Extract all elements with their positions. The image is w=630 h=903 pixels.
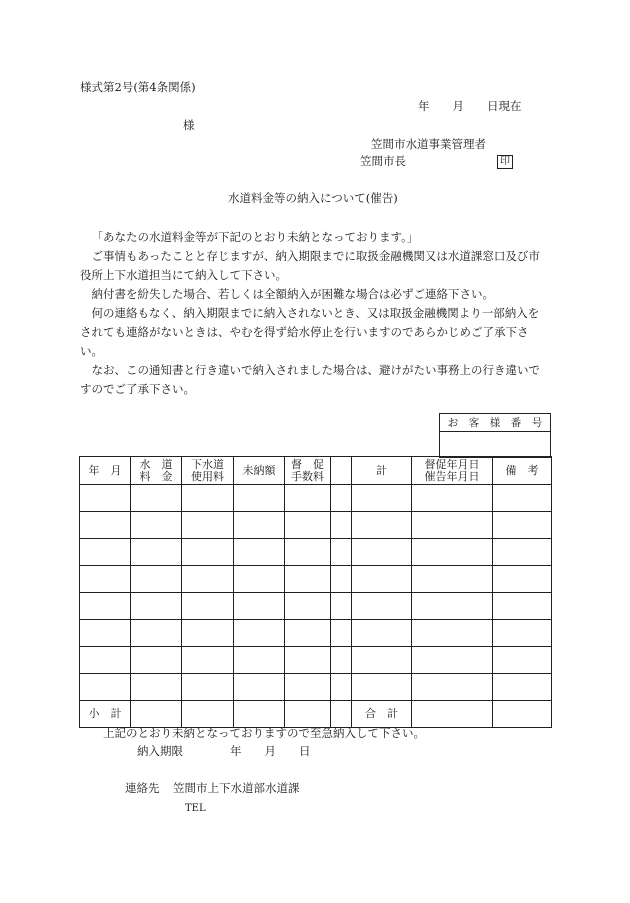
form-number: 様式第2号(第4条関係) bbox=[80, 80, 196, 94]
table-cell[interactable] bbox=[352, 539, 412, 566]
table-cell[interactable] bbox=[331, 566, 352, 593]
table-cell[interactable] bbox=[234, 485, 285, 512]
table-cell[interactable] bbox=[80, 620, 131, 647]
table-cell[interactable] bbox=[80, 593, 131, 620]
table-cell[interactable] bbox=[131, 539, 182, 566]
table-cell[interactable] bbox=[412, 620, 493, 647]
table-cell[interactable] bbox=[80, 485, 131, 512]
table-row bbox=[80, 674, 552, 701]
table-cell[interactable] bbox=[131, 647, 182, 674]
table-row bbox=[80, 620, 552, 647]
table-cell[interactable] bbox=[493, 485, 552, 512]
table-row bbox=[80, 647, 552, 674]
grand-total-label: 合 計 bbox=[352, 701, 412, 728]
header-year-month: 年 月 bbox=[80, 457, 131, 485]
table-cell[interactable] bbox=[493, 593, 552, 620]
table-cell[interactable] bbox=[182, 620, 234, 647]
table-cell[interactable] bbox=[182, 485, 234, 512]
table-cell[interactable] bbox=[331, 512, 352, 539]
addressee-suffix: 様 bbox=[183, 118, 195, 132]
table-row bbox=[80, 539, 552, 566]
table-cell[interactable] bbox=[331, 485, 352, 512]
table-cell[interactable] bbox=[285, 674, 331, 701]
table-cell[interactable] bbox=[285, 512, 331, 539]
table-cell[interactable] bbox=[493, 620, 552, 647]
table-cell[interactable] bbox=[234, 674, 285, 701]
table-cell[interactable] bbox=[80, 566, 131, 593]
table-cell[interactable] bbox=[234, 647, 285, 674]
table-cell[interactable] bbox=[285, 620, 331, 647]
table-cell[interactable] bbox=[493, 701, 552, 728]
table-cell[interactable] bbox=[331, 674, 352, 701]
tel-label: TEL bbox=[185, 803, 206, 814]
table-cell[interactable] bbox=[80, 674, 131, 701]
table-cell[interactable] bbox=[182, 512, 234, 539]
header-remarks: 備 考 bbox=[493, 457, 552, 485]
table-cell[interactable] bbox=[80, 539, 131, 566]
table-footer-row bbox=[80, 701, 552, 728]
table-cell[interactable] bbox=[412, 485, 493, 512]
table-cell[interactable] bbox=[412, 539, 493, 566]
footer-notice: 上記のとおり未納となっておりますので至急納入して下さい。 bbox=[103, 726, 425, 740]
customer-number-box bbox=[439, 413, 551, 458]
table-cell[interactable] bbox=[182, 593, 234, 620]
table-cell[interactable] bbox=[412, 674, 493, 701]
header-reminder-fee: 督 促 手数料 bbox=[285, 457, 331, 485]
table-cell[interactable] bbox=[331, 701, 352, 728]
table-cell[interactable] bbox=[182, 674, 234, 701]
table-cell[interactable] bbox=[80, 512, 131, 539]
customer-number-field[interactable] bbox=[440, 432, 551, 458]
table-cell[interactable] bbox=[285, 701, 331, 728]
table-cell[interactable] bbox=[285, 647, 331, 674]
header-total: 計 bbox=[352, 457, 412, 485]
table-cell[interactable] bbox=[331, 647, 352, 674]
body-paragraph: ご事情もあったことと存じますが、納入期限までに取扱金融機関又は水道課窓口及び市役所上下水道担当にて納入して下さい。 bbox=[80, 249, 540, 282]
table-cell[interactable] bbox=[352, 485, 412, 512]
table-cell[interactable] bbox=[285, 566, 331, 593]
table-cell[interactable] bbox=[331, 593, 352, 620]
table-row bbox=[80, 566, 552, 593]
header-water-fee: 水 道 料 金 bbox=[131, 457, 182, 485]
table-cell[interactable] bbox=[352, 620, 412, 647]
table-cell[interactable] bbox=[352, 566, 412, 593]
table-row bbox=[80, 512, 552, 539]
seal-stamp bbox=[497, 155, 513, 169]
table-cell[interactable] bbox=[493, 539, 552, 566]
table-cell[interactable] bbox=[182, 539, 234, 566]
table-cell[interactable] bbox=[285, 539, 331, 566]
table-cell[interactable] bbox=[352, 512, 412, 539]
customer-number-label: お 客 様 番 号 bbox=[440, 414, 551, 432]
table-cell[interactable] bbox=[131, 485, 182, 512]
table-cell[interactable] bbox=[412, 647, 493, 674]
table-cell[interactable] bbox=[131, 701, 182, 728]
body-paragraph: 納付書を紛失した場合、若しくは全額納入が困難な場合は必ずご連絡下さい。 bbox=[91, 287, 494, 301]
table-cell[interactable] bbox=[182, 647, 234, 674]
header-sewer-fee: 下水道 使用料 bbox=[182, 457, 234, 485]
table-cell[interactable] bbox=[412, 701, 493, 728]
date-line: 年 月 日現在 bbox=[418, 99, 522, 113]
table-cell[interactable] bbox=[131, 620, 182, 647]
table-cell[interactable] bbox=[131, 674, 182, 701]
table-cell[interactable] bbox=[331, 620, 352, 647]
table-cell[interactable] bbox=[493, 647, 552, 674]
table-cell[interactable] bbox=[182, 566, 234, 593]
arrears-table bbox=[79, 456, 552, 728]
sender-title: 笠間市水道事業管理者 bbox=[371, 137, 486, 151]
table-cell[interactable] bbox=[131, 512, 182, 539]
table-cell[interactable] bbox=[352, 647, 412, 674]
table-cell[interactable] bbox=[412, 593, 493, 620]
table-cell[interactable] bbox=[493, 566, 552, 593]
table-cell[interactable] bbox=[352, 674, 412, 701]
contact-label: 連絡先 bbox=[125, 781, 160, 795]
document-title: 水道料金等の納入について(催告) bbox=[228, 191, 398, 205]
table-header-row bbox=[80, 457, 552, 485]
sender-name: 笠間市長 bbox=[360, 154, 406, 168]
table-cell[interactable] bbox=[234, 539, 285, 566]
table-cell[interactable] bbox=[493, 674, 552, 701]
table-cell[interactable] bbox=[234, 620, 285, 647]
header-blank bbox=[331, 457, 352, 485]
table-cell[interactable] bbox=[131, 566, 182, 593]
table-cell[interactable] bbox=[285, 485, 331, 512]
table-cell[interactable] bbox=[493, 512, 552, 539]
table-cell[interactable] bbox=[234, 566, 285, 593]
body-paragraph: 「あなたの水道料金等が下記のとおり未納となっております。」 bbox=[91, 230, 419, 244]
table-cell[interactable] bbox=[131, 593, 182, 620]
deadline-value: 年 月 日 bbox=[230, 744, 311, 758]
table-cell[interactable] bbox=[234, 593, 285, 620]
table-row bbox=[80, 593, 552, 620]
body-paragraph: 何の連絡もなく、納入期限までに納入されないとき、又は取扱金融機関より一部納入をされても連絡がないときは、やむを得ず給水停止を行いますのであらかじめご了承下さい。 bbox=[80, 306, 540, 358]
deadline-label: 納入期限 bbox=[137, 744, 183, 758]
contact-value: 笠間市上下水道部水道課 bbox=[173, 781, 300, 795]
seal-icon: 印 bbox=[497, 155, 513, 169]
subtotal-label: 小 計 bbox=[80, 701, 131, 728]
table-cell[interactable] bbox=[182, 701, 234, 728]
table-cell[interactable] bbox=[412, 512, 493, 539]
header-dates: 督促年月日 催告年月日 bbox=[412, 457, 493, 485]
table-cell[interactable] bbox=[80, 647, 131, 674]
table-cell[interactable] bbox=[412, 566, 493, 593]
table-cell[interactable] bbox=[234, 512, 285, 539]
table-row bbox=[80, 485, 552, 512]
table-cell[interactable] bbox=[331, 539, 352, 566]
body-text bbox=[80, 228, 548, 399]
header-unpaid: 未納額 bbox=[234, 457, 285, 485]
table-cell[interactable] bbox=[285, 593, 331, 620]
table-cell[interactable] bbox=[234, 701, 285, 728]
body-paragraph: なお、この通知書と行き違いで納入されました場合は、避けがたい事務上の行き違いですのでご了承下さい。 bbox=[80, 363, 540, 396]
table-cell[interactable] bbox=[352, 593, 412, 620]
